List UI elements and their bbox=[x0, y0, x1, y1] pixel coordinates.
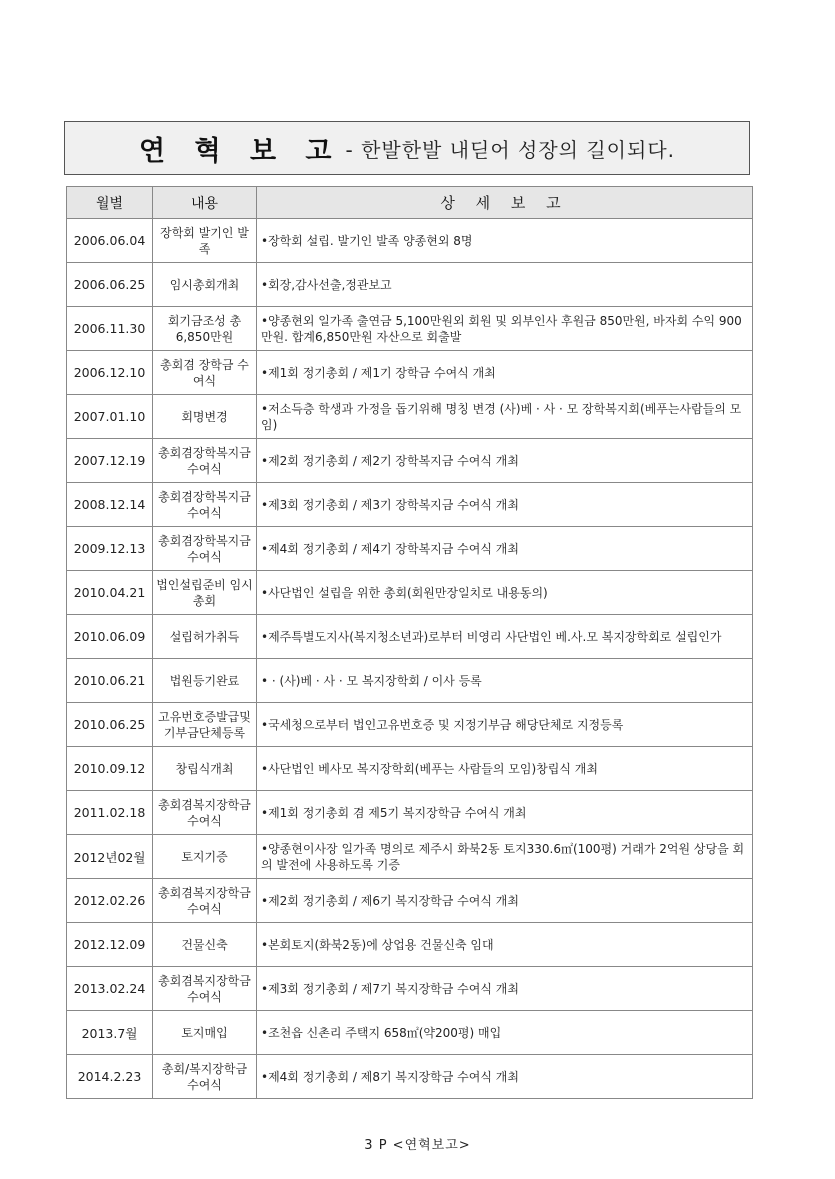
row-detail: •조천읍 신촌리 주택지 658㎡(약200평) 매입 bbox=[257, 1011, 753, 1055]
table-row bbox=[67, 923, 753, 967]
row-item: 총회/복지장학금 수여식 bbox=[153, 1055, 257, 1099]
page-footer: 3 P <연혁보고> bbox=[364, 1138, 471, 1153]
row-date: 2013.02.24 bbox=[67, 967, 153, 1011]
row-detail: •본회토지(화북2동)에 상업용 건물신축 임대 bbox=[257, 923, 753, 967]
row-detail: •사단법인 베사모 복지장학회(베푸는 사람들의 모임)창립식 개최 bbox=[257, 747, 753, 791]
row-detail: •회장,감사선출,정관보고 bbox=[257, 263, 753, 307]
row-date: 2012.12.09 bbox=[67, 923, 153, 967]
row-date: 2010.06.25 bbox=[67, 703, 153, 747]
row-date: 2006.12.10 bbox=[67, 351, 153, 395]
table-row bbox=[67, 351, 753, 395]
row-detail: •양종현외 일가족 출연금 5,100만원외 회원 및 외부인사 후원금 850만원, 바자회 수익 900만원. 합계6,850만원 자산으로 회출발 bbox=[257, 307, 753, 351]
row-item: 총회겸장학복지금 수여식 bbox=[153, 439, 257, 483]
row-date: 2008.12.14 bbox=[67, 483, 153, 527]
history-table bbox=[66, 186, 753, 1099]
row-date: 2011.02.18 bbox=[67, 791, 153, 835]
row-date: 2010.04.21 bbox=[67, 571, 153, 615]
row-date: 2010.06.09 bbox=[67, 615, 153, 659]
row-detail: •제4회 정기총회 / 제8기 복지장학금 수여식 개최 bbox=[257, 1055, 753, 1099]
row-date: 2009.12.13 bbox=[67, 527, 153, 571]
row-item: 총회겸 장학금 수여식 bbox=[153, 351, 257, 395]
row-item: 총회겸복지장학금 수여식 bbox=[153, 967, 257, 1011]
row-date: 2010.09.12 bbox=[67, 747, 153, 791]
row-item: 임시총회개최 bbox=[153, 263, 257, 307]
row-item: 회기금조성 총 6,850만원 bbox=[153, 307, 257, 351]
row-detail: •사단법인 설립을 위한 총회(회원만장일치로 내용동의) bbox=[257, 571, 753, 615]
row-detail: •제주특별도지사(복지청소년과)로부터 비영리 사단법인 베.사.모 복지장학회로 설립인가 bbox=[257, 615, 753, 659]
header-item: 내용 bbox=[153, 187, 257, 219]
row-date: 2012.02.26 bbox=[67, 879, 153, 923]
row-item: 설립허가취득 bbox=[153, 615, 257, 659]
row-item: 고유번호증발급및기부금단체등록 bbox=[153, 703, 257, 747]
row-item: 총회겸복지장학금 수여식 bbox=[153, 879, 257, 923]
page-subtitle: - 한발한발 내딛어 성장의 길이되다. bbox=[345, 137, 675, 162]
table-row bbox=[67, 395, 753, 439]
table-row bbox=[67, 791, 753, 835]
row-detail: •저소득층 학생과 가정을 돕기위해 명칭 변경 (사)베 · 사 · 모 장학복지회(베푸는사람들의 모임) bbox=[257, 395, 753, 439]
row-date: 2006.06.04 bbox=[67, 219, 153, 263]
row-item: 토지매입 bbox=[153, 1011, 257, 1055]
row-detail: •제4회 정기총회 / 제4기 장학복지금 수여식 개최 bbox=[257, 527, 753, 571]
table-body bbox=[67, 219, 753, 1099]
row-detail: •국세청으로부터 법인고유번호증 및 지정기부금 해당단체로 지정등록 bbox=[257, 703, 753, 747]
table-row bbox=[67, 967, 753, 1011]
table-row bbox=[67, 615, 753, 659]
row-item: 총회겸장학복지금 수여식 bbox=[153, 483, 257, 527]
row-date: 2006.11.30 bbox=[67, 307, 153, 351]
page-title: 연 혁 보 고 bbox=[138, 135, 342, 167]
row-item: 총회겸복지장학금 수여식 bbox=[153, 791, 257, 835]
table-row bbox=[67, 219, 753, 263]
table-row bbox=[67, 747, 753, 791]
header-date: 월별 bbox=[67, 187, 153, 219]
row-item: 창립식개최 bbox=[153, 747, 257, 791]
row-date: 2007.12.19 bbox=[67, 439, 153, 483]
title-banner bbox=[64, 121, 750, 175]
row-date: 2006.06.25 bbox=[67, 263, 153, 307]
row-detail: • · (사)베 · 사 · 모 복지장학회 / 이사 등록 bbox=[257, 659, 753, 703]
table-row bbox=[67, 1055, 753, 1099]
table-row bbox=[67, 835, 753, 879]
row-detail: •제2회 정기총회 / 제2기 장학복지금 수여식 개최 bbox=[257, 439, 753, 483]
row-item: 건물신축 bbox=[153, 923, 257, 967]
row-detail: •제1회 정기총회 겸 제5기 복지장학금 수여식 개최 bbox=[257, 791, 753, 835]
row-item: 토지기증 bbox=[153, 835, 257, 879]
row-item: 법인설립준비 임시총회 bbox=[153, 571, 257, 615]
table-row bbox=[67, 571, 753, 615]
row-item: 회명변경 bbox=[153, 395, 257, 439]
row-detail: •제2회 정기총회 / 제6기 복지장학금 수여식 개최 bbox=[257, 879, 753, 923]
table-row bbox=[67, 879, 753, 923]
table-row bbox=[67, 527, 753, 571]
row-detail: •장학회 설립. 발기인 발족 양종현외 8명 bbox=[257, 219, 753, 263]
row-date: 2007.01.10 bbox=[67, 395, 153, 439]
row-item: 총회겸장학복지금 수여식 bbox=[153, 527, 257, 571]
header-detail: 상 세 보 고 bbox=[257, 187, 753, 219]
table-row bbox=[67, 263, 753, 307]
row-detail: •제3회 정기총회 / 제7기 복지장학금 수여식 개최 bbox=[257, 967, 753, 1011]
table-row bbox=[67, 307, 753, 351]
table-row bbox=[67, 439, 753, 483]
row-detail: •양종현이사장 일가족 명의로 제주시 화북2동 토지330.6㎡(100평) 거래가 2억원 상당을 회의 발전에 사용하도록 기증 bbox=[257, 835, 753, 879]
table-header-row bbox=[67, 187, 753, 219]
table-row bbox=[67, 483, 753, 527]
row-detail: •제3회 정기총회 / 제3기 장학복지금 수여식 개최 bbox=[257, 483, 753, 527]
row-date: 2012년02월 bbox=[67, 835, 153, 879]
table-row bbox=[67, 703, 753, 747]
row-item: 법원등기완료 bbox=[153, 659, 257, 703]
row-date: 2013.7월 bbox=[67, 1011, 153, 1055]
row-item: 장학회 발기인 발 족 bbox=[153, 219, 257, 263]
row-date: 2010.06.21 bbox=[67, 659, 153, 703]
table-row bbox=[67, 659, 753, 703]
table-row bbox=[67, 1011, 753, 1055]
row-detail: •제1회 정기총회 / 제1기 장학금 수여식 개최 bbox=[257, 351, 753, 395]
row-date: 2014.2.23 bbox=[67, 1055, 153, 1099]
